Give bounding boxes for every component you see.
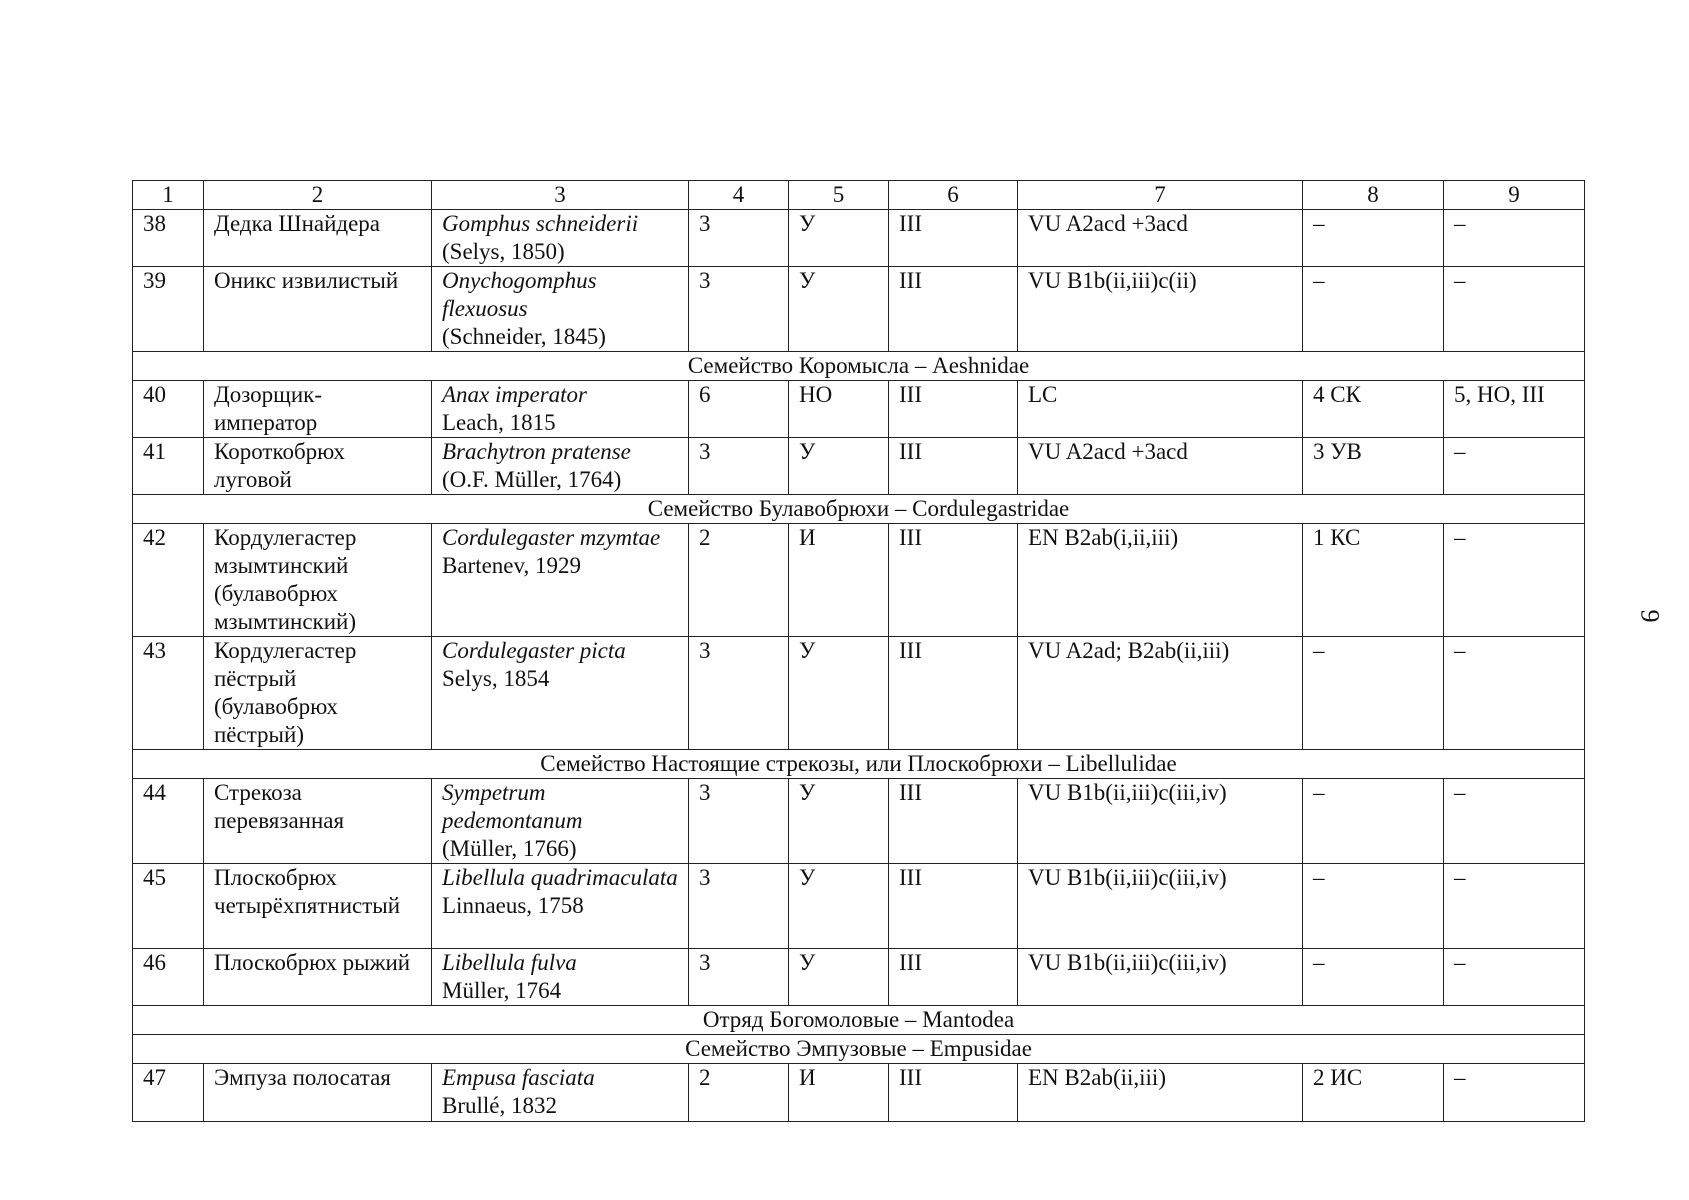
status-cell: У (789, 949, 889, 1006)
russian-name: Плоскобрюх четырёхпятнистый (204, 864, 432, 949)
category-cell: 3 (689, 210, 789, 267)
table-row (133, 1064, 1585, 1122)
latin-name: Empusa fasciata (442, 1065, 595, 1090)
iucn-criteria-cell: VU B1b(ii,iii)c(ii) (1018, 267, 1303, 352)
latin-name: Libellula quadrimaculata (442, 865, 678, 890)
priority-cell: III (889, 267, 1018, 352)
russian-name: Кордулегастер пёстрый (булавобрюх пёстрый) (204, 637, 432, 750)
latin-name-cell (432, 438, 689, 495)
latin-name: Sympetrum pedemontanum (442, 780, 583, 833)
row-number: 38 (133, 210, 204, 267)
status-cell: У (789, 779, 889, 864)
page-number: 9 (1635, 609, 1665, 623)
latin-name-cell (432, 864, 689, 949)
status-cell: И (789, 524, 889, 637)
russian-name: Дедка Шнайдера (204, 210, 432, 267)
category-cell: 3 (689, 637, 789, 750)
table-row (133, 267, 1585, 352)
table-body (133, 181, 1585, 1122)
priority-cell: III (889, 864, 1018, 949)
column-9-cell: – (1444, 949, 1585, 1006)
column-header: 5 (789, 181, 889, 210)
iucn-criteria-cell: LC (1018, 381, 1303, 438)
russian-name: Короткобрюх луговой (204, 438, 432, 495)
category-cell: 6 (689, 381, 789, 438)
latin-name: Cordulegaster mzymtae (442, 525, 661, 550)
column-8-cell: – (1303, 949, 1444, 1006)
russian-name: Дозорщик-император (204, 381, 432, 438)
section-heading: Отряд Богомоловые – Mantodea (133, 1006, 1585, 1035)
latin-author: (Selys, 1850) (442, 239, 565, 264)
column-9-cell: – (1444, 438, 1585, 495)
iucn-criteria-cell: VU A2acd +3acd (1018, 210, 1303, 267)
priority-cell: III (889, 779, 1018, 864)
iucn-criteria-cell: VU A2acd +3acd (1018, 438, 1303, 495)
latin-name: Brachytron pratense (442, 439, 631, 464)
column-9-cell: – (1444, 864, 1585, 949)
iucn-criteria-cell: VU A2ad; B2ab(ii,iii) (1018, 637, 1303, 750)
table-row (133, 438, 1585, 495)
table-row (133, 949, 1585, 1006)
category-cell: 2 (689, 524, 789, 637)
column-header: 2 (204, 181, 432, 210)
priority-cell: III (889, 949, 1018, 1006)
column-header: 8 (1303, 181, 1444, 210)
priority-cell: III (889, 524, 1018, 637)
column-8-cell: – (1303, 637, 1444, 750)
latin-name-cell (432, 210, 689, 267)
category-cell: 3 (689, 438, 789, 495)
latin-name-cell (432, 779, 689, 864)
iucn-criteria-cell: VU B1b(ii,iii)c(iii,iv) (1018, 949, 1303, 1006)
latin-author: (O.F. Müller, 1764) (442, 467, 622, 492)
table-row (133, 381, 1585, 438)
table-row (133, 210, 1585, 267)
iucn-criteria-cell: VU B1b(ii,iii)c(iii,iv) (1018, 779, 1303, 864)
row-number: 44 (133, 779, 204, 864)
priority-cell: III (889, 381, 1018, 438)
row-number: 47 (133, 1064, 204, 1122)
section-heading-row (133, 495, 1585, 524)
priority-cell: III (889, 1064, 1018, 1122)
latin-name: Gomphus schneiderii (442, 211, 639, 236)
latin-name-cell (432, 524, 689, 637)
iucn-criteria-cell: EN B2ab(ii,iii) (1018, 1064, 1303, 1122)
column-8-cell: 1 КС (1303, 524, 1444, 637)
status-cell: У (789, 267, 889, 352)
priority-cell: III (889, 210, 1018, 267)
russian-name: Кордулегастер мзымтинский (булавобрюх мзымтинский) (204, 524, 432, 637)
priority-cell: III (889, 637, 1018, 750)
iucn-criteria-cell: EN B2ab(i,ii,iii) (1018, 524, 1303, 637)
status-cell: У (789, 637, 889, 750)
latin-name-cell (432, 949, 689, 1006)
row-number: 39 (133, 267, 204, 352)
section-heading-row (133, 750, 1585, 779)
russian-name: Стрекоза перевязанная (204, 779, 432, 864)
russian-name: Оникс извилистый (204, 267, 432, 352)
iucn-criteria-cell: VU B1b(ii,iii)c(iii,iv) (1018, 864, 1303, 949)
section-heading-row (133, 1006, 1585, 1035)
column-9-cell: – (1444, 779, 1585, 864)
table-row (133, 779, 1585, 864)
column-header: 6 (889, 181, 1018, 210)
column-header: 4 (689, 181, 789, 210)
latin-author: Leach, 1815 (442, 410, 556, 435)
column-9-cell: – (1444, 267, 1585, 352)
species-table (132, 180, 1585, 1122)
latin-author: Bartenev, 1929 (442, 553, 582, 578)
column-8-cell: – (1303, 779, 1444, 864)
section-heading: Семейство Коромысла – Aeshnidae (133, 352, 1585, 381)
latin-name: Libellula fulva (442, 950, 577, 975)
latin-name-cell (432, 637, 689, 750)
latin-author: Müller, 1764 (442, 978, 562, 1003)
category-cell: 3 (689, 779, 789, 864)
column-8-cell: – (1303, 267, 1444, 352)
table-row (133, 524, 1585, 637)
latin-author: Brullé, 1832 (442, 1093, 557, 1118)
latin-author: (Schneider, 1845) (442, 324, 606, 349)
latin-name: Cordulegaster picta (442, 638, 626, 663)
row-number: 43 (133, 637, 204, 750)
section-heading: Семейство Настоящие стрекозы, или Плоскобрюхи – Libellulidae (133, 750, 1585, 779)
priority-cell: III (889, 438, 1018, 495)
section-heading: Семейство Булавобрюхи – Cordulegastridae (133, 495, 1585, 524)
column-header: 9 (1444, 181, 1585, 210)
column-8-cell: – (1303, 210, 1444, 267)
status-cell: У (789, 438, 889, 495)
category-cell: 3 (689, 864, 789, 949)
column-9-cell: – (1444, 210, 1585, 267)
latin-name-cell (432, 381, 689, 438)
table-row (133, 864, 1585, 949)
column-8-cell: 2 ИС (1303, 1064, 1444, 1122)
column-header: 7 (1018, 181, 1303, 210)
row-number: 45 (133, 864, 204, 949)
table-row (133, 637, 1585, 750)
column-9-cell: – (1444, 637, 1585, 750)
status-cell: И (789, 1064, 889, 1122)
section-heading: Семейство Эмпузовые – Empusidae (133, 1035, 1585, 1064)
russian-name: Плоскобрюх рыжий (204, 949, 432, 1006)
row-number: 40 (133, 381, 204, 438)
status-cell: НО (789, 381, 889, 438)
column-8-cell: – (1303, 864, 1444, 949)
latin-name-cell (432, 1064, 689, 1122)
latin-name-cell (432, 267, 689, 352)
status-cell: У (789, 210, 889, 267)
column-number-row (133, 181, 1585, 210)
section-heading-row (133, 1035, 1585, 1064)
status-cell: У (789, 864, 889, 949)
column-9-cell: – (1444, 1064, 1585, 1122)
section-heading-row (133, 352, 1585, 381)
row-number: 42 (133, 524, 204, 637)
latin-author: Selys, 1854 (442, 666, 550, 691)
latin-author: (Müller, 1766) (442, 836, 577, 861)
row-number: 46 (133, 949, 204, 1006)
latin-name: Anax imperator (442, 382, 588, 407)
row-number: 41 (133, 438, 204, 495)
column-8-cell: 4 СК (1303, 381, 1444, 438)
column-header: 1 (133, 181, 204, 210)
column-9-cell: – (1444, 524, 1585, 637)
russian-name: Эмпуза полосатая (204, 1064, 432, 1122)
column-9-cell: 5, НО, III (1444, 381, 1585, 438)
latin-name: Onychogomphus flexuosus (442, 268, 597, 321)
category-cell: 2 (689, 1064, 789, 1122)
column-8-cell: 3 УВ (1303, 438, 1444, 495)
category-cell: 3 (689, 267, 789, 352)
category-cell: 3 (689, 949, 789, 1006)
latin-author: Linnaeus, 1758 (442, 893, 584, 918)
column-header: 3 (432, 181, 689, 210)
